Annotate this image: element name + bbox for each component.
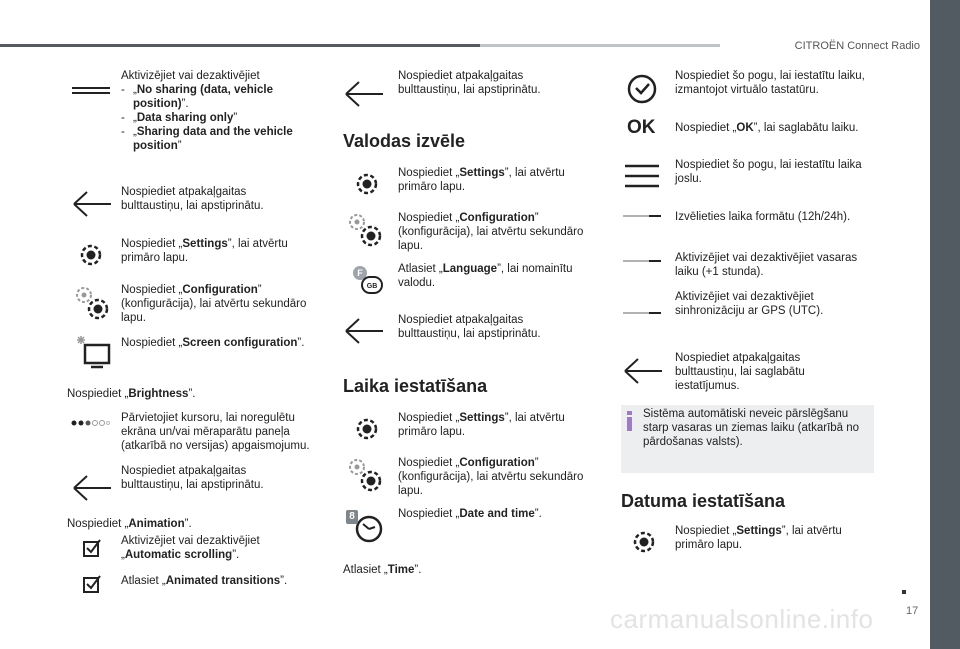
animated-transitions-text: Atlasiet „Animated transitions”. <box>121 575 288 587</box>
checkbox-checked-icon <box>82 538 102 558</box>
gear-icon <box>630 528 658 556</box>
configuration-gears-icon <box>345 211 385 251</box>
section-title-date: Datuma iestatīšana <box>621 491 786 511</box>
page-side-band <box>930 0 960 649</box>
date-and-time-text: Nospiediet „Date and time”. <box>398 508 542 520</box>
page-marker-dot <box>902 590 906 594</box>
ok-icon: OK <box>627 117 656 138</box>
info-text: Sistēma automātiski neveic pārslēgšanu starp vasaras un ziemas laiku (atkarībā no pārdošanas valsts). <box>643 408 860 448</box>
brightness-slider-icon <box>70 417 110 429</box>
back-arrow-icon <box>343 80 385 108</box>
virtual-keyboard-text: Nospiediet šo pogu, lai iestatītu laiku, izmantojot virtuālo tastatūru. <box>675 70 865 96</box>
configuration-text: Nospiediet „Configuration” (konfigurācija), lai atvērtu sekundāro lapu. <box>121 284 307 324</box>
back-confirm-text: Nospiediet atpakaļgaitas bulttaustiņu, lai apstiprinātu. <box>398 314 541 340</box>
gear-icon <box>353 415 381 443</box>
gear-icon <box>353 170 381 198</box>
ok-save-text: Nospiediet „OK”, lai saglabātu laiku. <box>675 122 859 134</box>
configuration-gears-icon <box>345 456 385 496</box>
info-box <box>621 405 874 473</box>
confirm-check-icon <box>626 73 658 105</box>
section-title-language: Valodas izvēle <box>343 131 466 151</box>
back-confirm-text: Nospiediet atpakaļgaitas bulttaustiņu, lai apstiprinātu. <box>121 186 264 212</box>
back-confirm-text: Nospiediet atpakaļgaitas bulttaustiņu, lai apstiprinātu. <box>121 465 264 491</box>
checkbox-checked-icon <box>82 574 102 594</box>
toggle-switch-icon <box>70 80 112 100</box>
toggle-switch-icon <box>621 310 663 316</box>
settings-text: Nospiediet „Settings”, lai atvērtu primāro lapu. <box>398 412 565 438</box>
brightness-adjust-text: Pārvietojiet kursoru, lai noregulētu ekrāna un/vai mēraparātu paneļa (atkarībā no versijas) apgaismojumu. <box>121 412 310 452</box>
settings-text: Nospiediet „Settings”, lai atvērtu primāro lapu. <box>398 167 565 193</box>
back-arrow-icon <box>343 317 385 345</box>
sharing-options: Aktivizējiet vai dezaktivējiet - „No sharing (data, vehicle position)”. - „Data sharing only” - „Sharing data and the vehicle position” <box>121 70 293 152</box>
page-number: 17 <box>906 605 919 617</box>
brand-header: CITROËN Connect Radio <box>794 40 920 52</box>
back-confirm-text: Nospiediet atpakaļgaitas bulttaustiņu, lai apstiprinātu. <box>398 70 541 96</box>
settings-text: Nospiediet „Settings”, lai atvērtu primāro lapu. <box>675 525 842 551</box>
toggle-switch-icon <box>621 213 663 219</box>
gps-sync-text: Aktivizējiet vai dezaktivējiet sinhronizāciju ar GPS (UTC). <box>675 291 824 317</box>
time-text: Atlasiet „Time”. <box>343 564 422 576</box>
clock-badge: 8 <box>346 510 358 524</box>
back-arrow-icon <box>71 474 113 502</box>
configuration-text: Nospiediet „Configuration” (konfigurācija), lai atvērtu sekundāro lapu. <box>398 212 584 252</box>
menu-lines-icon <box>623 162 661 190</box>
back-arrow-icon <box>71 190 113 218</box>
summer-time-text: Aktivizējiet vai dezaktivējiet vasaras laiku (+1 stunda). <box>675 252 858 278</box>
gear-icon <box>77 241 105 269</box>
time-format-text: Izvēlieties laika formātu (12h/24h). <box>675 211 851 223</box>
animation-text: Nospiediet „Animation”. <box>67 518 192 530</box>
info-icon <box>625 411 634 431</box>
configuration-text: Nospiediet „Configuration” (konfigurācija), lai atvērtu sekundāro lapu. <box>398 457 584 497</box>
screen-brightness-icon <box>73 333 113 371</box>
time-zone-text: Nospiediet šo pogu, lai iestatītu laika joslu. <box>675 159 862 185</box>
toggle-switch-icon <box>621 258 663 264</box>
settings-text: Nospiediet „Settings”, lai atvērtu primāro lapu. <box>121 238 288 264</box>
section-title-time: Laika iestatīšana <box>343 376 488 396</box>
automatic-scrolling-text: Aktivizējiet vai dezaktivējiet „Automatic scrolling”. <box>121 535 260 561</box>
watermark: carmanualsonline.info <box>610 604 874 634</box>
language-flags-icon <box>353 266 389 296</box>
clock-icon <box>346 510 386 546</box>
header-rule-light <box>480 44 720 47</box>
language-flag-gb: GB <box>361 276 383 294</box>
configuration-gears-icon <box>72 284 112 324</box>
header-rule-dark <box>0 44 480 47</box>
language-flag-f: F <box>353 266 367 280</box>
language-text: Atlasiet „Language”, lai nomainītu valodu. <box>398 263 573 289</box>
brightness-text: Nospiediet „Brightness”. <box>67 388 196 400</box>
back-save-text: Nospiediet atpakaļgaitas bulttaustiņu, lai saglabātu iestatījumus. <box>675 352 805 392</box>
screen-configuration-text: Nospiediet „Screen configuration”. <box>121 337 305 349</box>
back-arrow-icon <box>622 357 664 385</box>
